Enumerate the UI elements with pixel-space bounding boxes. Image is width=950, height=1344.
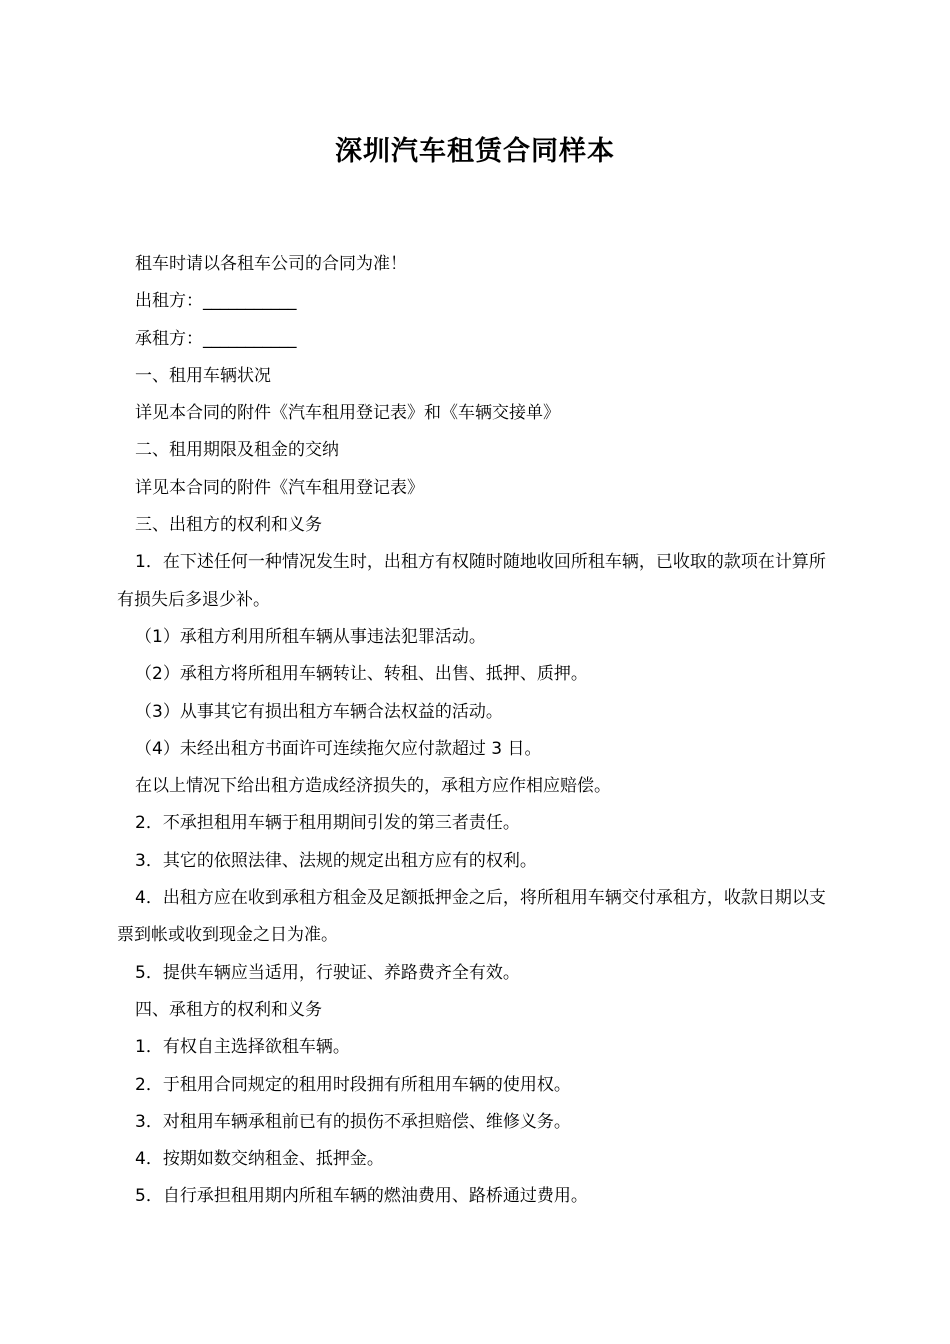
clause: 3．对租用车辆承租前已有的损伤不承担赔偿、维修义务。 (135, 1111, 571, 1132)
clause: 4．出租方应在收到承租方租金及足额抵押金之后，将所租用车辆交付承租方，收款日期以支票到帐或收到现金之日为准。 (117, 888, 826, 946)
document-body (117, 246, 837, 1216)
document-title: 深圳汽车租赁合同样本 (335, 136, 615, 167)
clause: 2．于租用合同规定的租用时段拥有所租用车辆的使用权。 (135, 1074, 571, 1095)
sub-clause: （1）承租方利用所租车辆从事违法犯罪活动。 (135, 626, 486, 647)
clause: 3．其它的依照法律、法规的规定出租方应有的权利。 (135, 850, 537, 871)
section-heading-2: 二、租用期限及租金的交纳 (135, 440, 339, 461)
clause: 5．自行承担租用期内所租车辆的燃油费用、路桥通过费用。 (135, 1186, 588, 1207)
paragraph: 详见本合同的附件《汽车租用登记表》和《车辆交接单》 (135, 403, 560, 424)
section-heading-1: 一、租用车辆状况 (135, 365, 271, 386)
paragraph: 在以上情况下给出租方造成经济损失的，承租方应作相应赔偿。 (135, 776, 611, 797)
section-heading-3: 三、出租方的权利和义务 (135, 515, 322, 536)
sub-clause: （3）从事其它有损出租方车辆合法权益的活动。 (135, 701, 503, 722)
clause: 5．提供车辆应当适用，行驶证、养路费齐全有效。 (135, 962, 520, 983)
paragraph-lessor: 出租方：___________ (135, 291, 297, 312)
clause: 4．按期如数交纳租金、抵押金。 (135, 1149, 384, 1170)
section-heading-4: 四、承租方的权利和义务 (135, 999, 322, 1020)
clause: 1．在下述任何一种情况发生时，出租方有权随时随地收回所租车辆，已收取的款项在计算所有损失后多退少补。 (117, 552, 826, 610)
paragraph-lessee: 承租方：___________ (135, 328, 297, 349)
paragraph: 详见本合同的附件《汽车租用登记表》 (135, 477, 424, 498)
clause: 2．不承担租用车辆于租用期间引发的第三者责任。 (135, 813, 520, 834)
paragraph-notice: 租车时请以各租车公司的合同为准！ (135, 254, 407, 274)
clause: 1．有权自主选择欲租车辆。 (135, 1037, 350, 1058)
sub-clause: （4）未经出租方书面许可连续拖欠应付款超过 3 日。 (135, 738, 542, 759)
sub-clause: （2）承租方将所租用车辆转让、转租、出售、抵押、质押。 (135, 664, 588, 685)
